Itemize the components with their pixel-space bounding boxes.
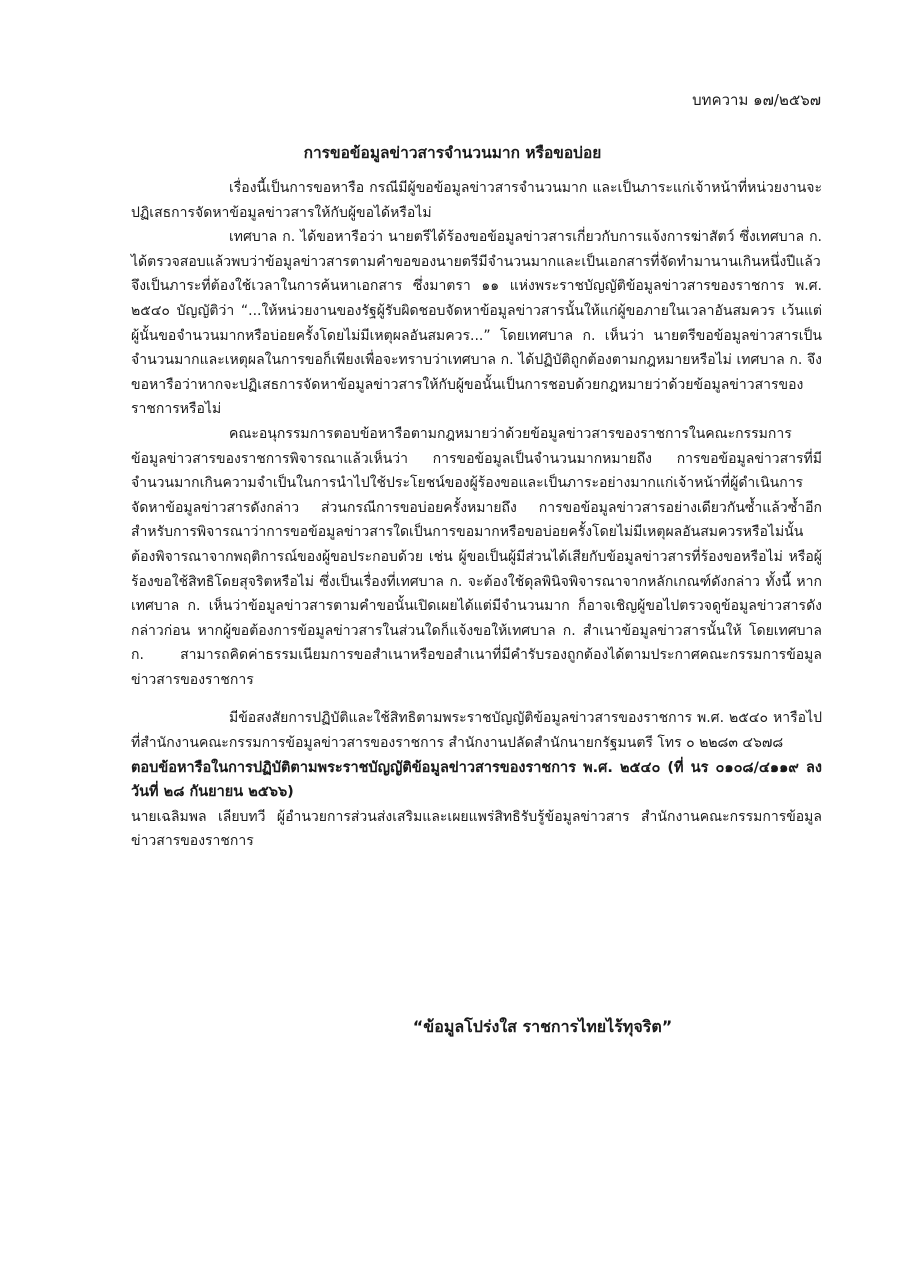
paragraph-inquiry: เทศบาล ก. ได้ขอหารือว่า นายตรีได้ร้องขอข้อมูลข่าวสารเกี่ยวกับการแจ้งการฆ่าสัตว์ ซึ่งเทศบาล ก. ได้ตรวจสอบแล้วพบว่าข้อมูลข่าวสารตามคำขอของนายตรีมีจำนวนมากและเป็นเอกสารที่จัดทำมานานเกินหนึ่งปีแล้ว จึงเป็นภาระที่ต้องใช้เวลาในการค้นหาเอกสาร ซึ่งมาตรา ๑๑ แห่งพระราชบัญญัติข้อมูลข่าวสารของราชการ พ.ศ. ๒๕๔๐ บัญญัติว่า “...ให้หน่วยงานของรัฐผู้รับผิดชอบจัดหาข้อมูลข่าวสารนั้นให้แก่ผู้ขอภายในเวลาอันสมควร เว้นแต่ผู้นั้นขอจำนวนมากหรือบ่อยครั้งโดยไม่มีเหตุผลอันสมควร...” โดยเทศบาล ก. เห็นว่า นายตรีขอข้อมูลข่าวสารเป็นจำนวนมากและเหตุผลในการขอก็เพียงเพื่อจะทราบว่าเทศบาล ก. ได้ปฏิบัติถูกต้องตามกฎหมายหรือไม่ เทศบาล ก. จึงขอหารือว่าหากจะปฏิเสธการจัดหาข้อมูลข่าวสารให้กับผู้ขอนั้นเป็นการชอบด้วยกฎหมายว่าด้วยข้อมูลข่าวสารของราชการหรือไม่ [131, 229, 822, 418]
document-number: บทความ ๑๗/๒๕๖๗ [692, 91, 821, 109]
author-line: นายเฉลิมพล เลียบทวี ผู้อำนวยการส่วนส่งเสริมและเผยแพร่สิทธิรับรู้ข้อมูลข่าวสาร สำนักงานคณะกรรมการข้อมูลข่าวสารของราชการ [131, 808, 822, 850]
reply-heading: ตอบข้อหารือในการปฏิบัติตามพระราชบัญญัติข้อมูลข่าวสารของราชการ พ.ศ. ๒๕๔๐ (ที่ นร ๐๑๐๘/๔๑๑๙ ลงวันที่ ๒๘ กันยายน ๒๕๖๖) [131, 759, 822, 801]
paragraph-opinion: คณะอนุกรรมการตอบข้อหารือตามกฎหมายว่าด้วยข้อมูลข่าวสารของราชการในคณะกรรมการข้อมูลข่าวสารของราชการพิจารณาแล้วเห็นว่า การขอข้อมูลเป็นจำนวนมากหมายถึง การขอข้อมูลข่าวสารที่มีจำนวนมากเกินความจำเป็นในการนำไปใช้ประโยชน์ของผู้ร้องขอและเป็นภาระอย่างมากแก่เจ้าหน้าที่ผู้ดำเนินการจัดหาข้อมูลข่าวสารดังกล่าว ส่วนกรณีการขอบ่อยครั้งหมายถึง การขอข้อมูลข่าวสารอย่างเดียวกันซ้ำแล้วซ้ำอีก สำหรับการพิจารณาว่าการขอข้อมูลข่าวสารใดเป็นการขอมากหรือขอบ่อยครั้งโดยไม่มีเหตุผลอันสมควรหรือไม่นั้น ต้องพิจารณาจากพฤติการณ์ของผู้ขอประกอบด้วย เช่น ผู้ขอเป็นผู้มีส่วนได้เสียกับข้อมูลข่าวสารที่ร้องขอหรือไม่ หรือผู้ร้องขอใช้สิทธิโดยสุจริตหรือไม่ ซึ่งเป็นเรื่องที่เทศบาล ก. จะต้องใช้ดุลพินิจพิจารณาจากหลักเกณฑ์ดังกล่าว ทั้งนี้ หากเทศบาล ก. เห็นว่าข้อมูลข่าวสารตามคำขอนั้นเปิดเผยได้แต่มีจำนวนมาก ก็อาจเชิญผู้ขอไปตรวจดูข้อมูลข่าวสารดังกล่าวก่อน หากผู้ขอต้องการข้อมูลข่าวสารในส่วนใดก็แจ้งขอให้เทศบาล ก. สำเนาข้อมูลข่าวสารนั้นให้ โดยเทศบาล ก. สามารถคิดค่าธรรมเนียมการขอสำเนาหรือขอสำเนาที่มีคำรับรองถูกต้องได้ตามประกาศคณะกรรมการข้อมูลข่าวสารของราชการ [131, 425, 822, 688]
slogan: “ข้อมูลโปร่งใส ราชการไทยไร้ทุจริต” [412, 1017, 673, 1036]
paragraph-intro: เรื่องนี้เป็นการขอหารือ กรณีมีผู้ขอข้อมูลข่าวสารจำนวนมาก และเป็นภาระแก่เจ้าหน้าที่หน่วยงานจะปฏิเสธการจัดหาข้อมูลข่าวสารให้กับผู้ขอได้หรือไม่ [131, 180, 822, 221]
paragraph-contact: มีข้อสงสัยการปฏิบัติและใช้สิทธิตามพระราชบัญญัติข้อมูลข่าวสารของราชการ พ.ศ. ๒๕๔๐ หารือไปที่สำนักงานคณะกรรมการข้อมูลข่าวสารของราชการ สำนักงานปลัดสำนักนายกรัฐมนตรี โทร ๐ ๒๒๘๓ ๔๖๗๘ [131, 710, 822, 752]
document-title: การขอข้อมูลข่าวสารจำนวนมาก หรือขอบ่อย [303, 144, 602, 162]
document-body [131, 176, 822, 854]
